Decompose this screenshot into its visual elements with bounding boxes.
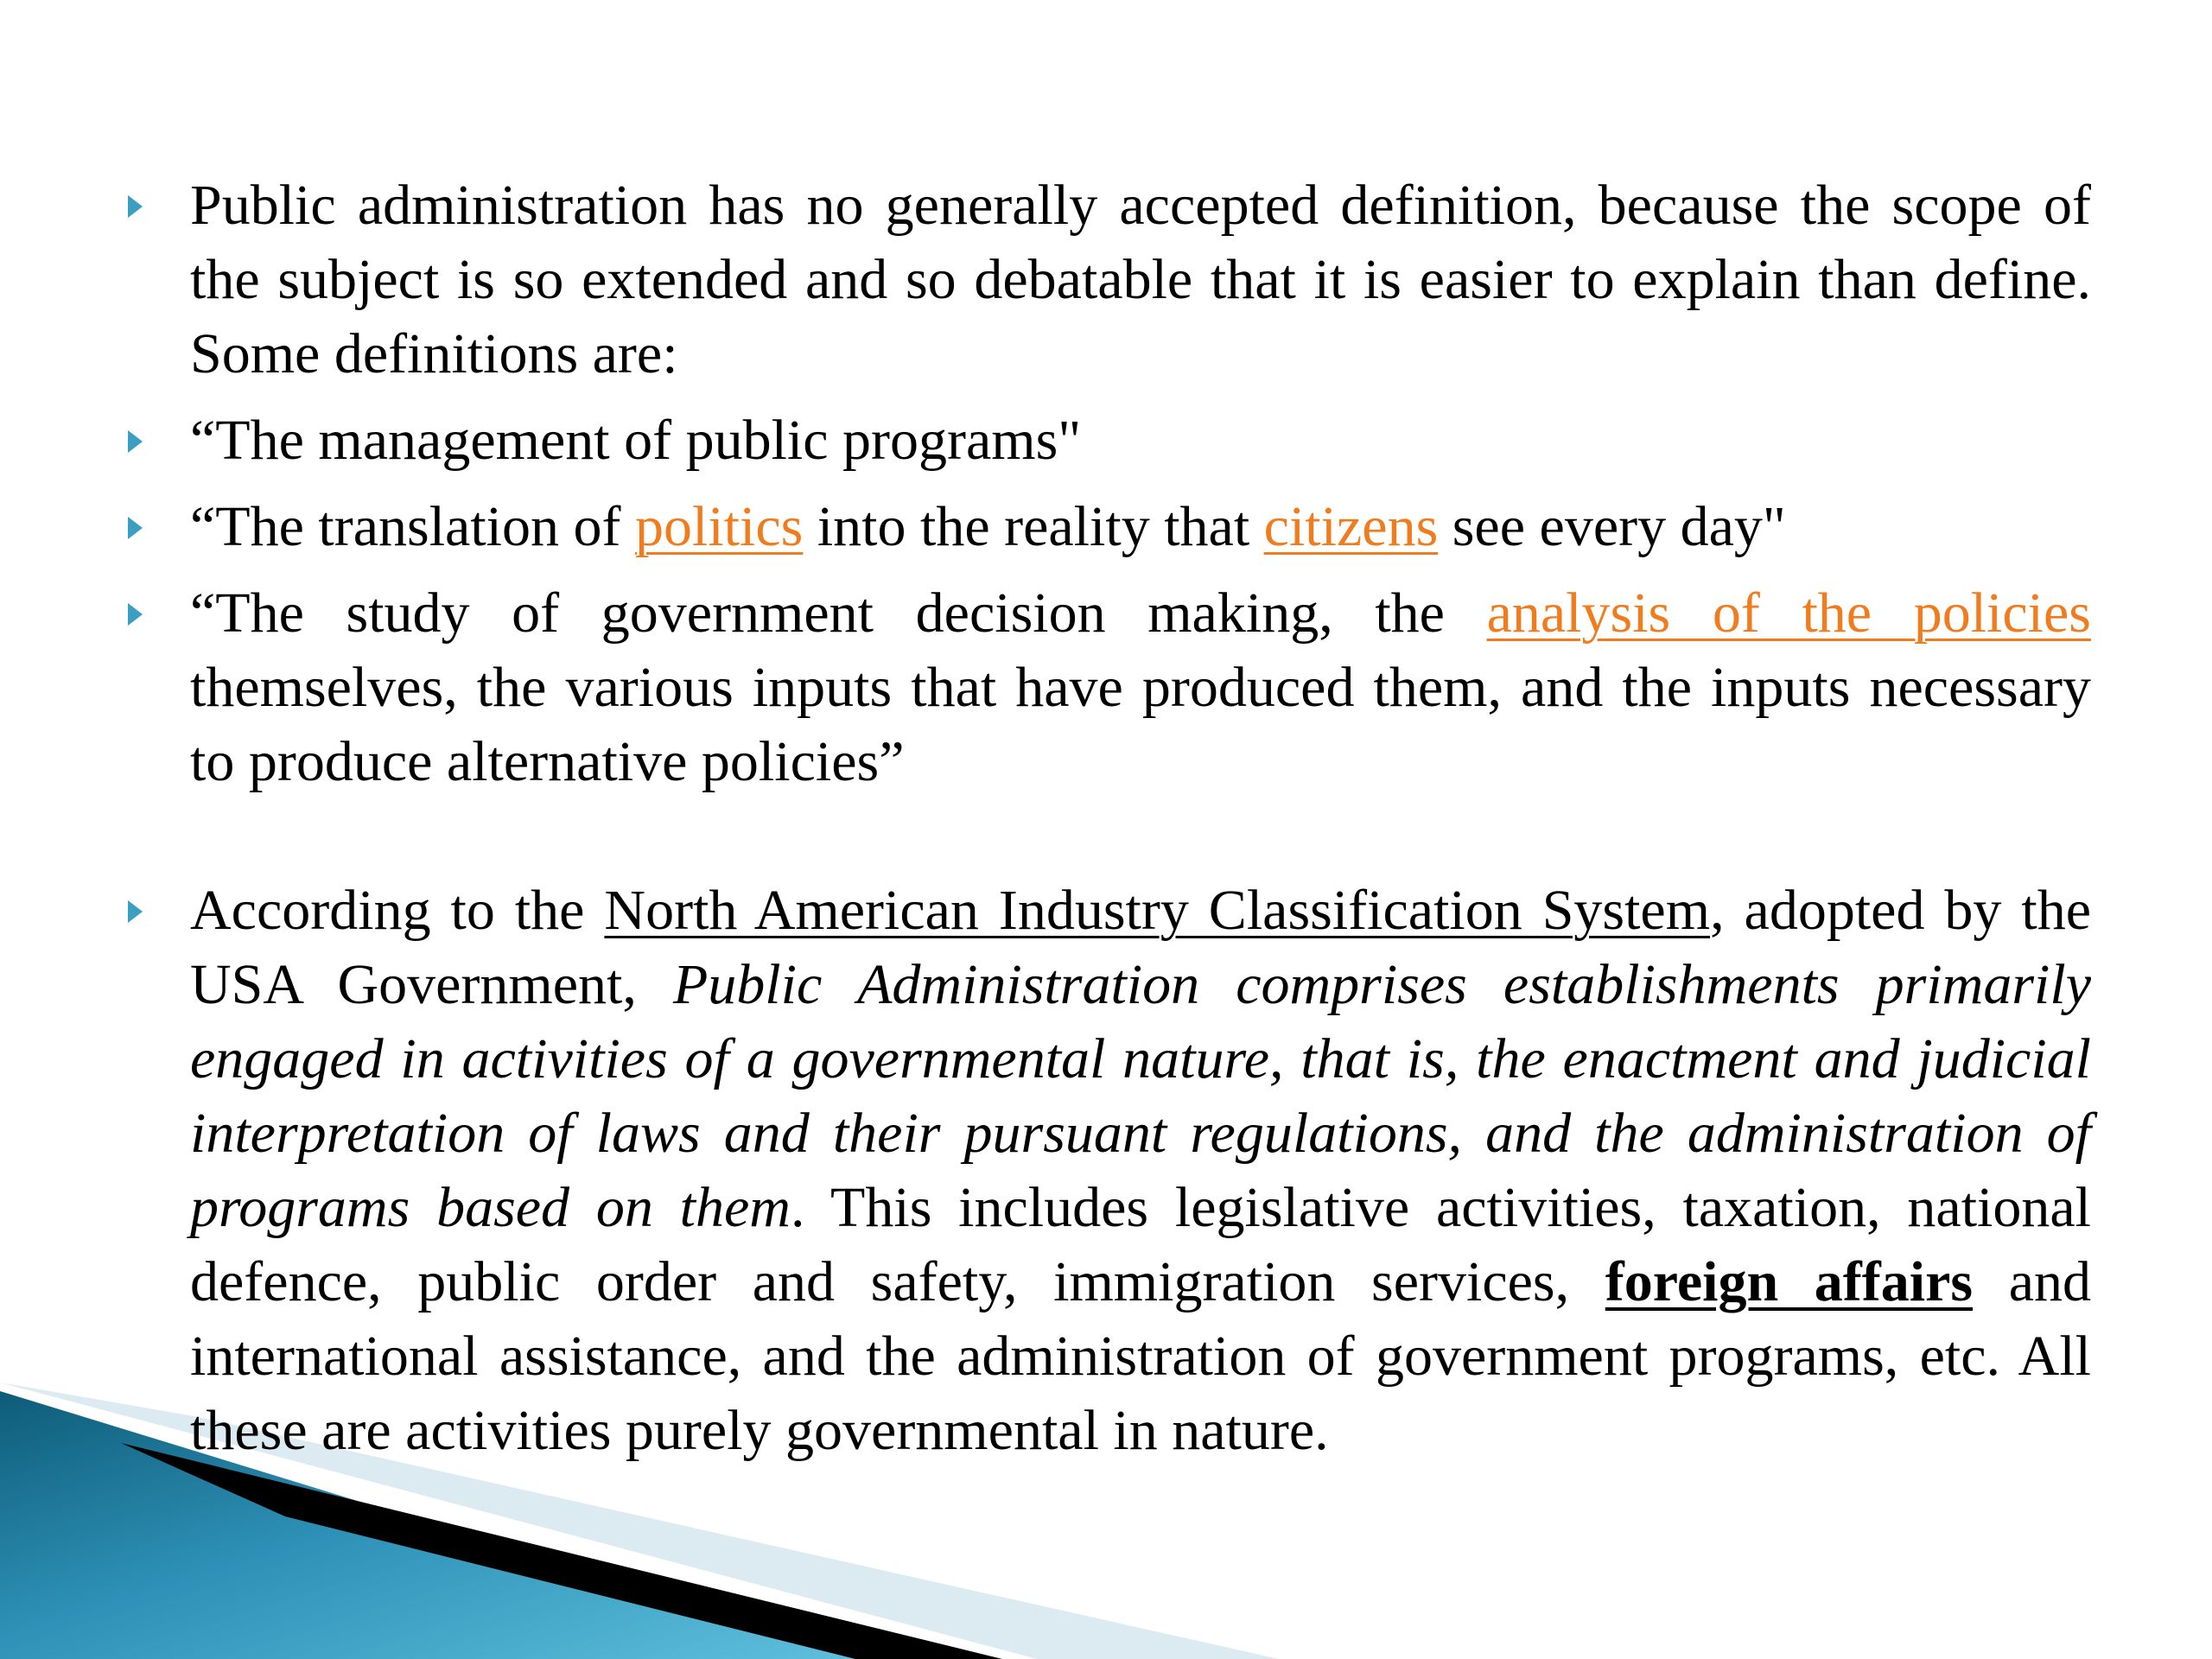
bullet-text-end: and international assistance, and the administration of government programs, etc. All these are activities purely governmental in nature.	[190, 1250, 2091, 1462]
foreign-affairs-emphasis: foreign affairs	[1605, 1250, 1974, 1313]
bullet-triangle-icon	[128, 603, 143, 626]
bullet-study-definition	[121, 576, 2091, 799]
bullet-triangle-icon	[128, 195, 143, 218]
bullet-text: Public administration has no generally accepted definition, because the scope of the subject is so extended and so debatable that it is easier to explain than define. Some definitions are:	[190, 174, 2091, 385]
bullet-text: “The management of public programs"	[190, 409, 1082, 472]
bullet-triangle-icon	[128, 900, 143, 923]
bullet-text-start: According to the	[190, 879, 605, 942]
bullet-translation-definition	[121, 490, 2091, 564]
bullet-text-middle: into the reality that	[803, 495, 1264, 558]
bullet-text-middle-2: . This includes legislative activities, taxation, national defence, public order and safety, immigration services,	[190, 1176, 2091, 1313]
bullet-text-middle: , adopted by the USA Government,	[190, 879, 2091, 1016]
naics-underlined-text: North American Industry Classification System	[604, 879, 1711, 942]
bullet-text-end: themselves, the various inputs that have produced them, and the inputs necessary to produce alternative policies”	[190, 656, 2091, 793]
politics-link[interactable]: politics	[634, 495, 804, 558]
bullet-text-start: “The translation of	[190, 495, 635, 558]
naics-italic-quote: Public Administration comprises establishments primarily engaged in activities of a governmental nature, that is, the enactment and judicial interpretation of laws and their pursuant regulations, and the administration of programs based on them	[190, 953, 2091, 1239]
bullet-management-definition	[121, 404, 2091, 478]
citizens-link[interactable]: citizens	[1263, 495, 1439, 558]
bullet-text-end: see every day"	[1438, 495, 1786, 558]
bullet-text-start: “The study of government decision making, the	[190, 582, 1487, 645]
bullet-definition-intro	[121, 168, 2091, 391]
bullet-naics-definition	[121, 874, 2091, 1468]
bullet-triangle-icon	[128, 430, 143, 453]
bullet-list	[121, 168, 2091, 1480]
policy-analysis-link[interactable]: analysis of the policies	[1486, 582, 2091, 645]
bullet-triangle-icon	[128, 517, 143, 539]
